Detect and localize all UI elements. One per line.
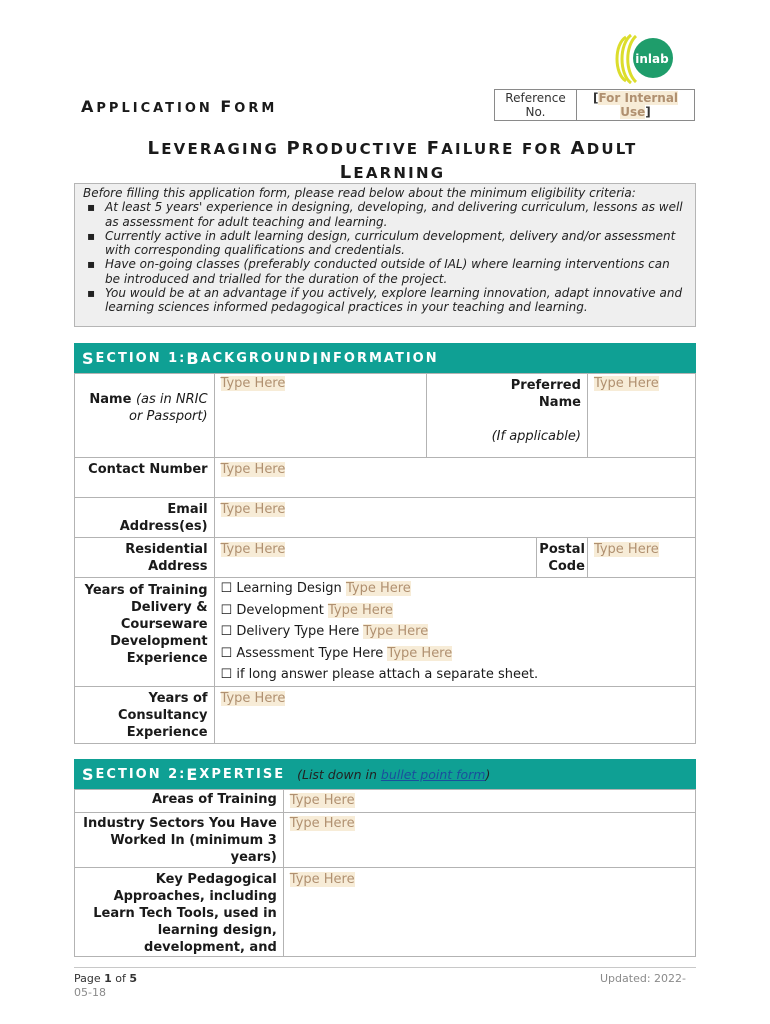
checkbox-icon[interactable]: ☐ (220, 581, 233, 596)
reference-label: Reference No. (495, 90, 577, 121)
background-information-table (74, 373, 696, 744)
section-2-header: S ECTION 2: E XPERTISE (List down in bullet point form) (74, 759, 696, 789)
option-delivery[interactable]: ☐ Delivery Type Here Type Here (220, 624, 429, 640)
footer-divider (74, 967, 696, 968)
name-input[interactable]: Type Here (214, 374, 426, 458)
section-1-header: S ECTION 1: B ACKGROUND I NFORMATION (74, 343, 696, 373)
name-label: Name (as in NRIC or Passport) (75, 374, 215, 458)
email-label: Email Address(es) (75, 498, 215, 538)
email-input[interactable]: Type Here (214, 498, 695, 538)
criteria-intro: Before filling this application form, please read below about the minimum eligibility criteria: (83, 186, 636, 200)
checkbox-icon[interactable]: ☐ (220, 624, 233, 640)
consultancy-experience-label: Years of Consultancy Experience (75, 686, 215, 743)
consultancy-experience-input[interactable]: Type Here (214, 686, 695, 743)
contact-number-label: Contact Number (75, 458, 215, 498)
form-title: LEVERAGING PRODUCTIVE FAILURE FOR ADULT LEARNING (147, 138, 638, 183)
reference-table (494, 89, 695, 121)
years-training-label: Years of Training Delivery & Courseware Development Experience (75, 578, 215, 687)
contact-number-input[interactable]: Type Here (214, 458, 695, 498)
residential-address-label: Residential Address (75, 538, 215, 578)
years-training-options (214, 578, 695, 687)
reference-value: [For Internal Use] (577, 90, 695, 121)
section-2-note: (List down in bullet point form) (297, 766, 491, 782)
pedagogical-approaches-label: Key Pedagogical Approaches, including Learn Tech Tools, used in learning design, development, and (75, 868, 284, 957)
option-learning-design[interactable]: ☐ Learning Design Type Here (220, 581, 411, 596)
areas-of-training-label: Areas of Training (75, 790, 284, 813)
logo-text: inlab (635, 52, 669, 66)
postal-code-input[interactable]: Type Here (587, 538, 695, 578)
option-assessment[interactable]: ☐ Assessment Type Here Type Here (220, 645, 453, 661)
criteria-item: ▪ Currently active in adult learning design, curriculum development, delivery and/or assessment with corresponding qualifications and credentials. (86, 229, 687, 258)
residential-address-input[interactable]: Type Here (214, 538, 537, 578)
option-long-answer[interactable]: ☐ if long answer please attach a separate sheet. (220, 667, 539, 683)
updated-date: Updated: 2022- (600, 972, 686, 985)
inlab-logo (612, 34, 680, 84)
industry-sectors-input[interactable]: Type Here (283, 813, 695, 868)
application-form-heading: APPLICATION FORM (81, 97, 278, 116)
eligibility-criteria (74, 183, 696, 327)
checkbox-icon[interactable]: ☐ (220, 645, 233, 661)
criteria-item: ▪ Have on-going classes (preferably conducted outside of IAL) where learning interventions can be introduced and trialled for the duration of the project. (86, 257, 687, 286)
expertise-table (74, 789, 696, 957)
industry-sectors-label: Industry Sectors You Have Worked In (minimum 3 years) (75, 813, 284, 868)
preferred-name-input[interactable]: Type Here (587, 374, 695, 458)
checkbox-icon[interactable]: ☐ (220, 602, 233, 618)
page-number: Page 1 of 5 05-18 (74, 972, 138, 999)
areas-of-training-input[interactable]: Type Here (283, 790, 695, 813)
criteria-item: ▪ At least 5 years' experience in designing, developing, and delivering curriculum, lessons as well as assessment for adult teaching and learning. (86, 200, 687, 229)
criteria-item: ▪ You would be at an advantage if you actively, explore learning innovation, adapt innovative and learning sciences informed pedagogical practices in your teaching and learning. (86, 286, 687, 315)
checkbox-icon[interactable]: ☐ (220, 667, 233, 683)
option-development[interactable]: ☐ Development Type Here (220, 602, 393, 618)
postal-code-label: Postal Code (537, 538, 588, 578)
pedagogical-approaches-input[interactable]: Type Here (283, 868, 695, 957)
preferred-name-label: Preferred Name (If applicable) (427, 374, 588, 458)
